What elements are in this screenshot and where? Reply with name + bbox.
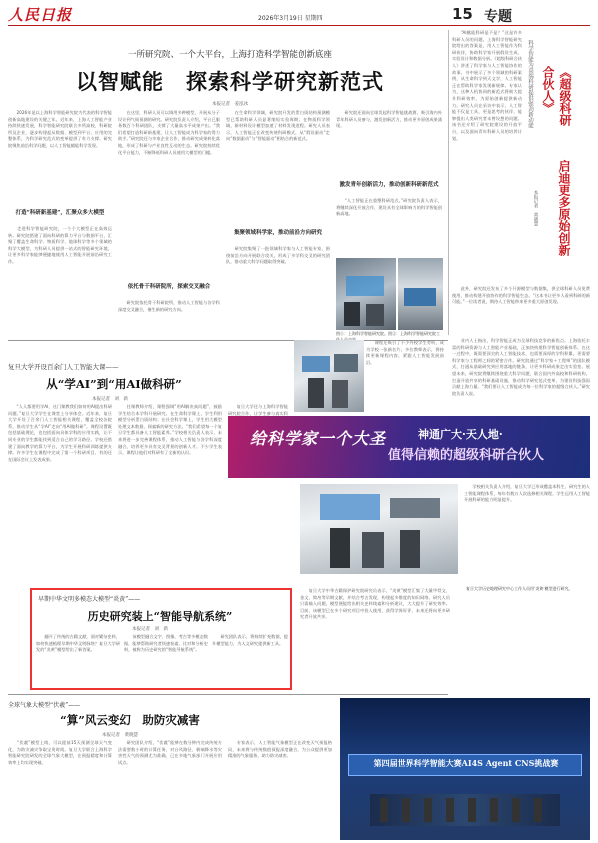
lead-photo-caption: 图①：上海科学智能研究院。图②：上海科学智能研究院工 bbox=[336, 331, 440, 336]
side-column-3: 业内人士指出，科学智能正成为全球科技竞争的新焦点。上海依托丰富的科研资源与人工智能产业基础，正加快构建科学智能创新体系。在这一过程中，既需要顶尖的人工智能技术，也需要深厚的学科积累，更需要科学家与工程师之间的紧密合作。研究院通过“科学家＋工程师”的团队模式，打通从基础研究到应用落地的链条，让更多科研成果走出实验室。展望未来，研究院将继续围绕重大科学问题，联合国内外高校和科研机构，打造开放共享的科研基础设施，推动科学研究范式变革，为建设科技强国贡献上海力量。“我们要让人工智能成为每一位科学家的超级合伙人。”研究院负责人说。 bbox=[452, 338, 590, 396]
history-column-4: 复旦大学中华古籍保护研究院研究员表示，“炎黄”模型汇集了大量甲骨文、金文、简帛等早期文献，并结合考古发现，构建起多维度的知识网络。研究人员只需输入问题，模型便能给出相关史料线索和分析建议，大大提升了研究效率。目前，该模型已在多个研究项目中投入使用，获得学界好评，未来还将向更多研究者开放共享。 bbox=[300, 588, 450, 620]
lead-subhead-4: 激发青年创新活力，推动创新科研新范式 bbox=[339, 182, 439, 188]
page-number: 15 bbox=[452, 5, 473, 23]
lead-photo-2 bbox=[398, 258, 443, 330]
fudan-banner bbox=[228, 416, 590, 478]
section-rule-2 bbox=[8, 694, 448, 695]
history-byline: 本报记者 刘 新 bbox=[132, 627, 168, 632]
side-column-2: 此外，研究院还发布了多个开源模型与数据集，供全球科研人员免费使用，推动构建开放协作的科学智能生态。“这本书让更多人看到科研的新可能。”一位读者说，期待人工智能带来更多重大原创发现。 bbox=[452, 286, 590, 305]
lead-column-4: 研究院还面向全球发起科学智能挑战赛，吸引海内外青年科研人员参与，激发创新活力，推动更多原创成果涌现。 bbox=[336, 110, 442, 129]
side-title-1: 《超级科研合伙人》 bbox=[541, 66, 572, 126]
lead-column-2: 在这里，科研人员可以调用多种模型，开展从分子设计到气候预测的研究。研究院负责人介绍，平台已服务数百个科研团队，支撑了大量高水平成果产出。“我们希望打造科研新基建，让人工智能成为科学家的得力助手。”研究院还与多家企业合作，推动研究成果转化落地，形成了科研与产业良性互动的生态。研究院持续优化平台能力，不断降低科研人员使用大模型的门槛。 bbox=[118, 110, 220, 155]
lead-column-1: 2026年是以上海科学智能研究院为代表的科学智能创新高地建设的关键之年。近年来，上海人工智能产业持续快速发展，科学智能研究院联合多所高校、科研院所及企业，逐步构建起从数据、模型到平台、应用的完整体系，为科学研究范式的变革提供了有力支撑。研究院聚焦前沿科学问题，以人工智能赋能科学发现。 bbox=[8, 110, 112, 148]
lead-column-4b: “人工智能正在重塑科研范式。”研究院负责人表示，将继续深化开放合作，建设具有全球影响力的科学智能创新高地。 bbox=[336, 198, 442, 217]
fudan-column-2: 任课教师介绍，课程强调“用AI解决真问题”，鼓励学生结合本学科开展研究。在生命科学课上，学生利用模型分析蛋白质结构；在社会科学课上，学生用大模型处理文本数据，探索新的研究方法。“我们希望每一个复旦学生都具备人工智能素养。”学校相关负责人表示，未来将进一步完善课程体系，推动人工智能与各学科深度融合，培养更多具有交叉背景的创新人才。不少学生表示，课程让他们对科研有了全新的认识。 bbox=[118, 404, 222, 456]
fudan-column-4: 课程还吸引了不少外校学生旁听，成为学校一张新名片。多位教师表示，将持续更新课程内容，紧跟人工智能发展前沿。 bbox=[366, 340, 444, 365]
lead-subhead-3: 集聚领域科学家，推动前沿方向研究 bbox=[233, 230, 322, 236]
lead-kicker: 一所研究院、一个大平台，上海打造科学智能创新底座 bbox=[127, 50, 332, 60]
lead-column-3b: 研究院集聚了一批领域科学家与人工智能专家，围绕前沿方向开展联合攻关，形成了多学科交叉的研究团队，推动重大科学问题取得突破。 bbox=[226, 246, 330, 265]
fudan-byline: 本报记者 刘 新 bbox=[92, 397, 128, 402]
lead-subhead-2: 依托骨干科研院所，探索交叉融合 bbox=[127, 284, 211, 290]
banner-line-2: 神通广大·天人地· bbox=[418, 428, 503, 441]
fudan-kicker: 复旦大学开设百余门人工智能大课—— bbox=[8, 363, 119, 371]
suanli-photo bbox=[340, 698, 590, 840]
history-photo bbox=[300, 484, 458, 574]
suanli-banner-text: 第四届世界科学智能大赛AI4S Agent CNS挑战赛 bbox=[373, 758, 559, 768]
suanli-title: “算”风云变幻 助防灾减害 bbox=[60, 713, 200, 727]
lead-column-3: 在生命科学领域，研究院开发的蛋白质结构预测模型已帮助科研人员显著缩短实验周期；在物质科学领域，新材料设计模型加速了材料发现进程。研究人员表示，人工智能正在改变传统科研模式，从“假设驱动”走向“数据驱动”与“智能驱动”相结合的新范式。 bbox=[226, 110, 330, 142]
banner-line-3: 值得信赖的超级科研合伙人 bbox=[388, 448, 545, 463]
banner-line-1: 给科学家一个大圣 bbox=[250, 429, 387, 448]
suanli-kicker: 全球气象大模型“伏羲”—— bbox=[8, 702, 81, 709]
fudan-column-3: 复旦大学还与上海科学智能研究院合作，让学生参与真实科 bbox=[228, 404, 288, 416]
suanli-column-1: “伏羲”模型上线，可以提前15天预测全球天气变化，为防灾减灾争取宝贵时间。复旦大学联合上海科学智能研究院研发的全球气象大模型，在预报精度和计算效率上均实现突破。 bbox=[8, 740, 112, 765]
fudan-column-1: “人人都要用学AI，这门课教我们如何用AI提出科研问题。”复旦大学学生在课堂上分享体会。近年来，复旦大学开设了百余门人工智能相关课程，覆盖全校各院系，推动学生从“学AI”走向“用AI做科研”。课程设置既包括基础理论，也包括面向具体学科的应用实践，让不同专业的学生都能找到适合自己的学习路径。学校还搭建了面向教学的算力平台，为学生开展科研训练提供支撑。许多学生在课程中完成了第一个科研项目，有的还在国际会议上发表成果。 bbox=[8, 404, 112, 462]
side-column-1: “AI赋能科研是不是？”这是许多科研人员的问题。上海科学智能研究院给出的答案是，用人工智能作为科研伙伴，协助科学家开展假设生成、实验设计和数据分析。《超级科研合伙人》讲述了科学家与人工智能协作的故事。书中展示了多个领域的科研案例，从生命科学到天文学，人工智能正在帮助科学家发现新规律。专家认为，这种人机协同的新范式将极大提升科研效率，为原始创新提供新动力。研究人员在采访中表示，人工智能不仅是工具，更是思考的伙伴，能够提出人类研究者未曾设想的问题。该书还介绍了研究院建设的开放平台，以及面向青年科研人员的培养计划。 bbox=[452, 30, 522, 141]
lead-title: 以智赋能 探索科学研究新范式 bbox=[76, 69, 384, 94]
history-photo-caption: 复旦大学历史地理研究中心工作人员用‘炎黄’模型进行研究。 bbox=[466, 586, 573, 591]
masthead bbox=[8, 4, 590, 26]
history-column-3: 研究团队表示，将持续扩充数据，提升模型能力，为人文研究提供新工具。 bbox=[212, 634, 288, 646]
history-title: 历史研究装上“智能导航系统” bbox=[87, 610, 233, 623]
fudan-title: 从“学AI”到“用AI做科研” bbox=[46, 377, 182, 391]
newspaper-logo: 人民日报 bbox=[8, 6, 73, 24]
lead-byline: 本报记者 姜泓冰 bbox=[212, 102, 248, 107]
suanli-column-2: 研究团队介绍，“伏羲”能够在数分钟内完成传统方法需要数小时的计算任务，对台风路径、极端降水等灾害性天气的预测尤为准确，已在多地气象部门开展应用试点。 bbox=[118, 740, 222, 765]
fudan-photo bbox=[294, 340, 364, 412]
lead-subhead-1: 打造“科研新基建”，汇聚众多大模型 bbox=[15, 210, 105, 216]
history-column-1: 翻开了传统的古籍文献，面对繁杂史料，如何快速梳理早期中华文明脉络？复旦大学研发的“炎黄”模型给出了新答案。 bbox=[36, 634, 120, 653]
side-title-2: 启迪更多原始创新 bbox=[557, 160, 571, 256]
lead-column-2b: 研究院依托骨干科研院所，推动人工智能与各学科深度交叉融合，催生新的研究方向。 bbox=[118, 300, 220, 312]
lead-photo-1 bbox=[336, 258, 396, 330]
suanli-byline: 本报记者 黄晓慧 bbox=[102, 733, 138, 738]
column-divider bbox=[448, 30, 449, 335]
page-section: 专题 bbox=[484, 9, 512, 25]
side-byline: 本报记者 黄晓慧 bbox=[533, 190, 538, 226]
side-intro: 科学智能为高端科研提供强劲新动能 bbox=[527, 40, 533, 128]
history-column-2: 该模型融合文字、图像、考古等多模态数据，能够帮助研究者快速检索、比对和分析史料，被称为历史研究的“智能导航系统”。 bbox=[124, 634, 208, 653]
suanli-column-3: 专家表示，人工智能气象模型正在改变天气预报格局，未来将与传统数值预报深度融合，为公众提供更加精准的气象服务，助力防灾减害。 bbox=[228, 740, 332, 759]
dateline: 2026年3月19日 星期四 bbox=[258, 15, 323, 22]
history-kicker: 早期中华文明多模态大模型“炎黄”—— bbox=[38, 596, 141, 603]
side-column-4: 学校相关负责人介绍，复旦大学已形成覆盖本科生、研究生的人工智能课程体系，每年有数万人次选修相关课程，学生运用人工智能开展科研的能力明显提升。 bbox=[464, 484, 590, 503]
lead-column-1b: 走进科学智能研究院，一个个大模型正在高效运转。研究院搭建了面向科研的算力平台与数据平台，汇聚了覆盖生命科学、物质科学、地球科学等多个领域的科学大模型，为科研人员提供一站式的智能研究环境，让更多科学家能够便捷地使用人工智能开展前沿研究工作。 bbox=[8, 226, 112, 264]
